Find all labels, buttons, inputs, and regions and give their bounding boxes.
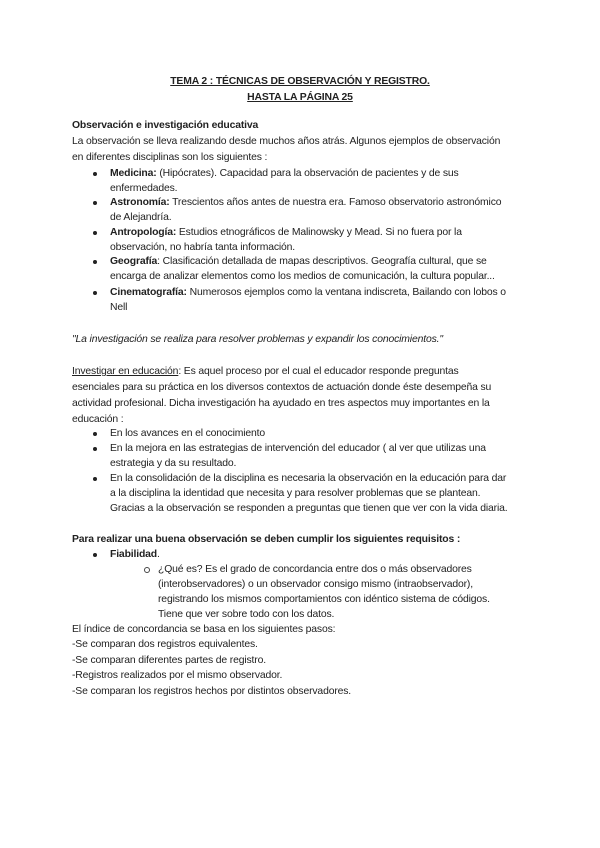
item-term: Antropología: <box>110 227 177 238</box>
list-item: En la mejora en las estrategias de intervención del educador ( al ver que utilizas una <box>110 443 486 454</box>
paragraph-line: educación : <box>72 414 124 425</box>
sub-item-continued: (interobservadores) o un observador consigo mismo (intraobservador), <box>158 579 473 590</box>
step-line: -Se comparan diferentes partes de registro. <box>72 655 266 666</box>
list-item-continued: a la disciplina la identidad que necesita y para resolver problemas que se plantean. <box>110 488 481 499</box>
hollow-bullet-icon <box>144 567 150 573</box>
sub-item: ¿Qué es? Es el grado de concordancia entre dos o más observadores <box>158 564 472 575</box>
item-suffix: . <box>157 549 160 560</box>
bullet-icon <box>93 432 97 436</box>
item-text: Numerosos ejemplos como la ventana indiscreta, Bailando con lobos o <box>186 287 506 298</box>
bullet-icon <box>93 172 97 176</box>
list-item <box>110 286 506 300</box>
item-text: Trescientos años antes de nuestra era. Famoso observatorio astronómico <box>169 197 502 208</box>
bullet-icon <box>93 553 97 557</box>
item-term: Medicina: <box>110 168 157 179</box>
step-line: -Se comparan los registros hechos por distintos observadores. <box>72 686 352 697</box>
paragraph-line: esenciales para su práctica en los diversos contextos de actuación donde éste desempeña su <box>72 382 492 393</box>
item-text: enfermedades. <box>110 183 178 194</box>
item-text: de Alejandría. <box>110 212 172 223</box>
list-item <box>110 167 459 181</box>
item-text: Estudios etnográficos de Malinowsky y Mead. Si no fuera por la <box>176 227 462 238</box>
list-item <box>110 255 487 269</box>
step-line: -Registros realizados por el mismo observador. <box>72 670 283 681</box>
item-term: Cinematografía: <box>110 287 187 298</box>
paragraph-line: en diferentes disciplinas son los siguientes : <box>72 152 268 163</box>
bullet-icon <box>93 231 97 235</box>
bullet-icon <box>93 447 97 451</box>
step-line: -Se comparan dos registros equivalentes. <box>72 639 258 650</box>
item-text: Nell <box>110 302 128 313</box>
definition-text: : Es aquel proceso por el cual el educador responde preguntas <box>178 366 459 377</box>
title-line-2: HASTA LA PÁGINA 25 <box>247 92 353 103</box>
list-item <box>110 226 462 240</box>
bullet-icon <box>93 260 97 264</box>
list-item: En los avances en el conocimiento <box>110 428 266 439</box>
paragraph-line: actividad profesional. Dicha investigación ha ayudado en tres aspectos muy importantes en la <box>72 398 490 409</box>
list-item <box>110 548 160 562</box>
bullet-icon <box>93 201 97 205</box>
list-item-continued: Gracias a la observación se responden a preguntas que tienen que ver con la vida diaria. <box>110 503 508 514</box>
section-heading: Para realizar una buena observación se deben cumplir los siguientes requisitos : <box>72 534 461 545</box>
list-item-continued: estrategia y da su resultado. <box>110 458 237 469</box>
item-term: Geografía <box>110 256 158 267</box>
paragraph-line <box>72 365 459 379</box>
quote: "La investigación se realiza para resolver problemas y expandir los conocimientos." <box>72 334 443 345</box>
item-text: observación, no habría tanta información. <box>110 242 296 253</box>
item-text: encarga de analizar elementos como los medios de comunicación, la cultura popular... <box>110 271 495 282</box>
bullet-icon <box>93 291 97 295</box>
item-text: : Clasificación detallada de mapas descriptivos. Geografía cultural, que se <box>157 256 487 267</box>
section-heading: Observación e investigación educativa <box>72 120 259 131</box>
list-item <box>110 196 501 210</box>
bullet-icon <box>93 477 97 481</box>
item-term: Astronomía: <box>110 197 170 208</box>
sub-item-continued: registrando los mismos comportamientos con idéntico sistema de códigos. <box>158 594 490 605</box>
sub-item-continued: Tiene que ver sobre todo con los datos. <box>158 609 335 620</box>
item-term: Fiabilidad <box>110 549 157 560</box>
paragraph-line: El índice de concordancia se basa en los siguientes pasos: <box>72 624 336 635</box>
paragraph-line: La observación se lleva realizando desde muchos años atrás. Algunos ejemplos de observación <box>72 136 501 147</box>
definition-term: Investigar en educación <box>72 366 179 377</box>
item-text: (Hipócrates). Capacidad para la observación de pacientes y de sus <box>156 168 459 179</box>
list-item: En la consolidación de la disciplina es necesaria la observación en la educación para dar <box>110 473 507 484</box>
title-line-1: TEMA 2 : TÉCNICAS DE OBSERVACIÓN Y REGISTRO. <box>170 76 430 87</box>
